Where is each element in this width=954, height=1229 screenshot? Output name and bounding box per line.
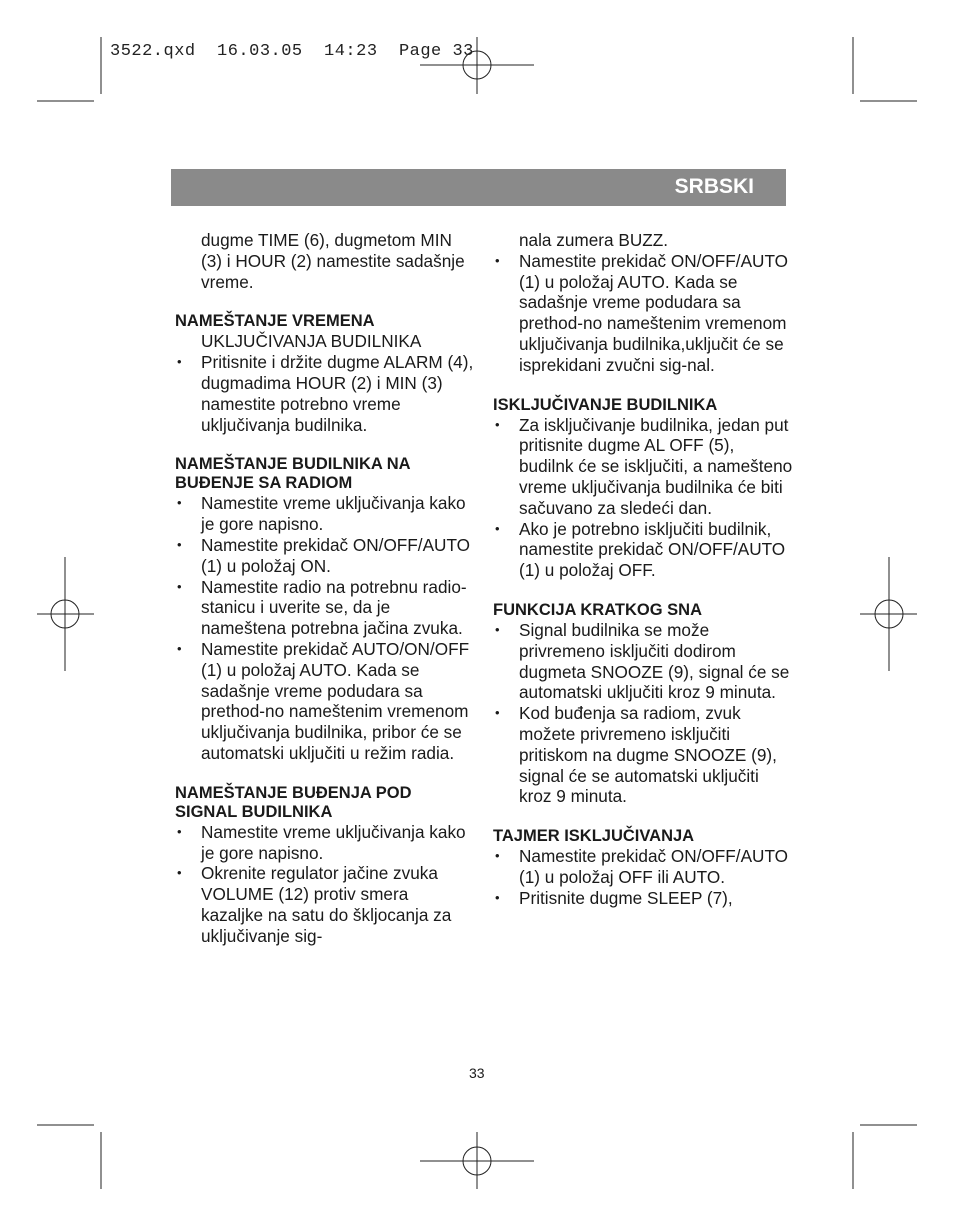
section-subheading: UKLJUČIVANJA BUDILNIKA bbox=[201, 331, 422, 352]
list-item: • Signal budilnika se može privremeno isključiti dodirom dugmeta SNOOZE (9), signal će se automatski uključiti kroz 9 minuta. bbox=[493, 620, 793, 703]
list-item: • Namestite prekidač ON/OFF/AUTO (1) u položaj OFF ili AUTO. bbox=[493, 846, 793, 888]
list-item: • Namestite prekidač ON/OFF/AUTO (1) u položaj AUTO. Kada se sadašnje vreme podudara sa prethod-no nameštenim vremenom uključivanja budilnika,uključit će se isprekidani zvučni sig-nal. bbox=[493, 251, 793, 376]
section-heading: NAMEŠTANJE BUĐENJA POD SIGNAL BUDILNIKA bbox=[175, 783, 412, 821]
language-banner bbox=[171, 169, 786, 206]
bullet-list bbox=[493, 620, 793, 807]
bullet-list bbox=[493, 846, 793, 908]
list-item: • Pritisnite i držite dugme ALARM (4), dugmadima HOUR (2) i MIN (3) namestite potrebno vreme uključivanja budilnika. bbox=[175, 352, 475, 435]
left-column bbox=[175, 230, 475, 947]
bullet-list bbox=[493, 251, 793, 376]
right-column bbox=[493, 230, 793, 909]
section-heading: ISKLJUČIVANJE BUDILNIKA bbox=[493, 395, 718, 414]
list-item: • Namestite vreme uključivanja kako je gore napisno. bbox=[175, 493, 475, 535]
list-item: • Namestite prekidač ON/OFF/AUTO (1) u položaj ON. bbox=[175, 535, 475, 577]
bullet-list bbox=[175, 493, 475, 763]
section-heading: FUNKCIJA KRATKOG SNA bbox=[493, 600, 702, 619]
list-item: • Okrenite regulator jačine zvuka VOLUME (12) protiv smera kazaljke na satu do škljocanja za uključivanje sig- bbox=[175, 863, 475, 946]
list-item: • Ako je potrebno isključiti budilnik, namestite prekidač ON/OFF/AUTO (1) u položaj OFF. bbox=[493, 519, 793, 581]
print-slug: 3522.qxd 16.03.05 14:23 Page 33 bbox=[110, 42, 474, 61]
list-item: • Pritisnite dugme SLEEP (7), bbox=[493, 888, 793, 909]
page-number: 33 bbox=[469, 1065, 485, 1081]
list-item: • Namestite radio na potrebnu radio-stanicu i uverite se, da je nameštena potrebna jačina zvuka. bbox=[175, 577, 475, 639]
bullet-list bbox=[493, 415, 793, 581]
continued-paragraph: nala zumera BUZZ. bbox=[519, 230, 669, 250]
section-heading: TAJMER ISKLJUČIVANJA bbox=[493, 827, 695, 846]
section-heading: NAMEŠTANJE VREMENA bbox=[175, 312, 375, 331]
list-item: • Za isključivanje budilnika, jedan put pritisnite dugme AL OFF (5), budilnk će se isključiti, a namešteno vreme uključivanja budilnika će biti sačuvano za sledeći dan. bbox=[493, 415, 793, 519]
list-item: • Namestite vreme uključivanja kako je gore napisno. bbox=[175, 822, 475, 864]
section-heading: NAMEŠTANJE BUDILNIKA NA BUĐENJE SA RADIOM bbox=[175, 455, 410, 493]
bullet-list bbox=[175, 352, 475, 435]
language-title: SRBSKI bbox=[674, 175, 754, 198]
bullet-list bbox=[175, 822, 475, 947]
list-item: • Namestite prekidač AUTO/ON/OFF (1) u položaj AUTO. Kada se sadašnje vreme podudara sa prethod-no nameštenim vremenom uključivanja budilnika, pribor će se automatski uključiti u režim radia. bbox=[175, 639, 475, 764]
intro-paragraph: dugme TIME (6), dugmetom MIN (3) i HOUR (2) namestite sadašnje vreme. bbox=[201, 230, 465, 292]
list-item: • Kod buđenja sa radiom, zvuk možete privremeno isključiti pritiskom na dugme SNOOZE (9), signal će se automatski uključiti kroz 9 minuta. bbox=[493, 703, 793, 807]
